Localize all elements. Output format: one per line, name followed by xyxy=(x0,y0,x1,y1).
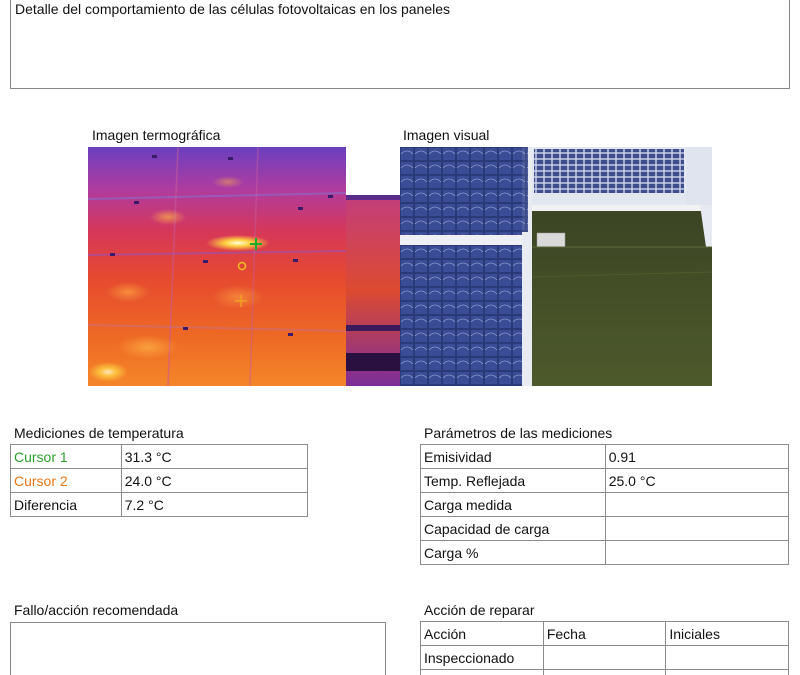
table-row xyxy=(11,445,308,469)
repair-action-cell xyxy=(421,670,544,675)
table-header-row xyxy=(421,622,789,646)
table-row xyxy=(11,493,308,517)
visual-image-graphic xyxy=(400,147,712,386)
cursor-1-label: Cursor 1 xyxy=(11,445,122,469)
load-capacity-label: Capacidad de carga xyxy=(421,517,606,541)
thermal-image-graphic xyxy=(88,147,400,386)
header-date: Fecha xyxy=(543,622,666,646)
table-row xyxy=(421,445,789,469)
table-row xyxy=(421,541,789,565)
reflected-temp-label: Temp. Reflejada xyxy=(421,469,606,493)
temperature-table xyxy=(10,444,308,517)
repair-action-cell: Inspeccionado xyxy=(421,646,544,670)
thermal-image-label: Imagen termográfica xyxy=(92,127,221,143)
cursor-2-label: Cursor 2 xyxy=(11,469,122,493)
table-row xyxy=(421,517,789,541)
load-percent-value xyxy=(605,541,788,565)
repair-initials-cell xyxy=(666,670,789,675)
measured-load-label: Carga medida xyxy=(421,493,606,517)
measured-load-value xyxy=(605,493,788,517)
table-row xyxy=(421,646,789,670)
cursor-1-value: 31.3 °C xyxy=(121,445,307,469)
table-row xyxy=(421,493,789,517)
header-initials: Iniciales xyxy=(666,622,789,646)
emissivity-label: Emisividad xyxy=(421,445,606,469)
table-row xyxy=(421,469,789,493)
visual-image-label: Imagen visual xyxy=(403,127,490,143)
table-row xyxy=(421,670,789,675)
fault-title: Fallo/acción recomendada xyxy=(14,602,179,618)
difference-value: 7.2 °C xyxy=(121,493,307,517)
temperature-title: Mediciones de temperatura xyxy=(14,425,184,441)
header-action: Acción xyxy=(421,622,544,646)
visual-image xyxy=(400,147,712,386)
repair-date-cell xyxy=(543,646,666,670)
difference-label: Diferencia xyxy=(11,493,122,517)
emissivity-value: 0.91 xyxy=(605,445,788,469)
table-row xyxy=(11,469,308,493)
repair-title: Acción de reparar xyxy=(424,602,535,618)
repair-date-cell xyxy=(543,670,666,675)
load-percent-label: Carga % xyxy=(421,541,606,565)
parameters-title: Parámetros de las mediciones xyxy=(424,425,613,441)
detail-box xyxy=(10,0,790,89)
repair-table xyxy=(420,621,789,675)
parameters-table xyxy=(420,444,789,565)
load-capacity-value xyxy=(605,517,788,541)
reflected-temp-value: 25.0 °C xyxy=(605,469,788,493)
detail-text: Detalle del comportamiento de las células fotovoltaicas en los paneles xyxy=(15,1,451,17)
thermal-image xyxy=(88,147,400,386)
repair-initials-cell xyxy=(666,646,789,670)
fault-box xyxy=(10,622,386,675)
cursor-2-value: 24.0 °C xyxy=(121,469,307,493)
